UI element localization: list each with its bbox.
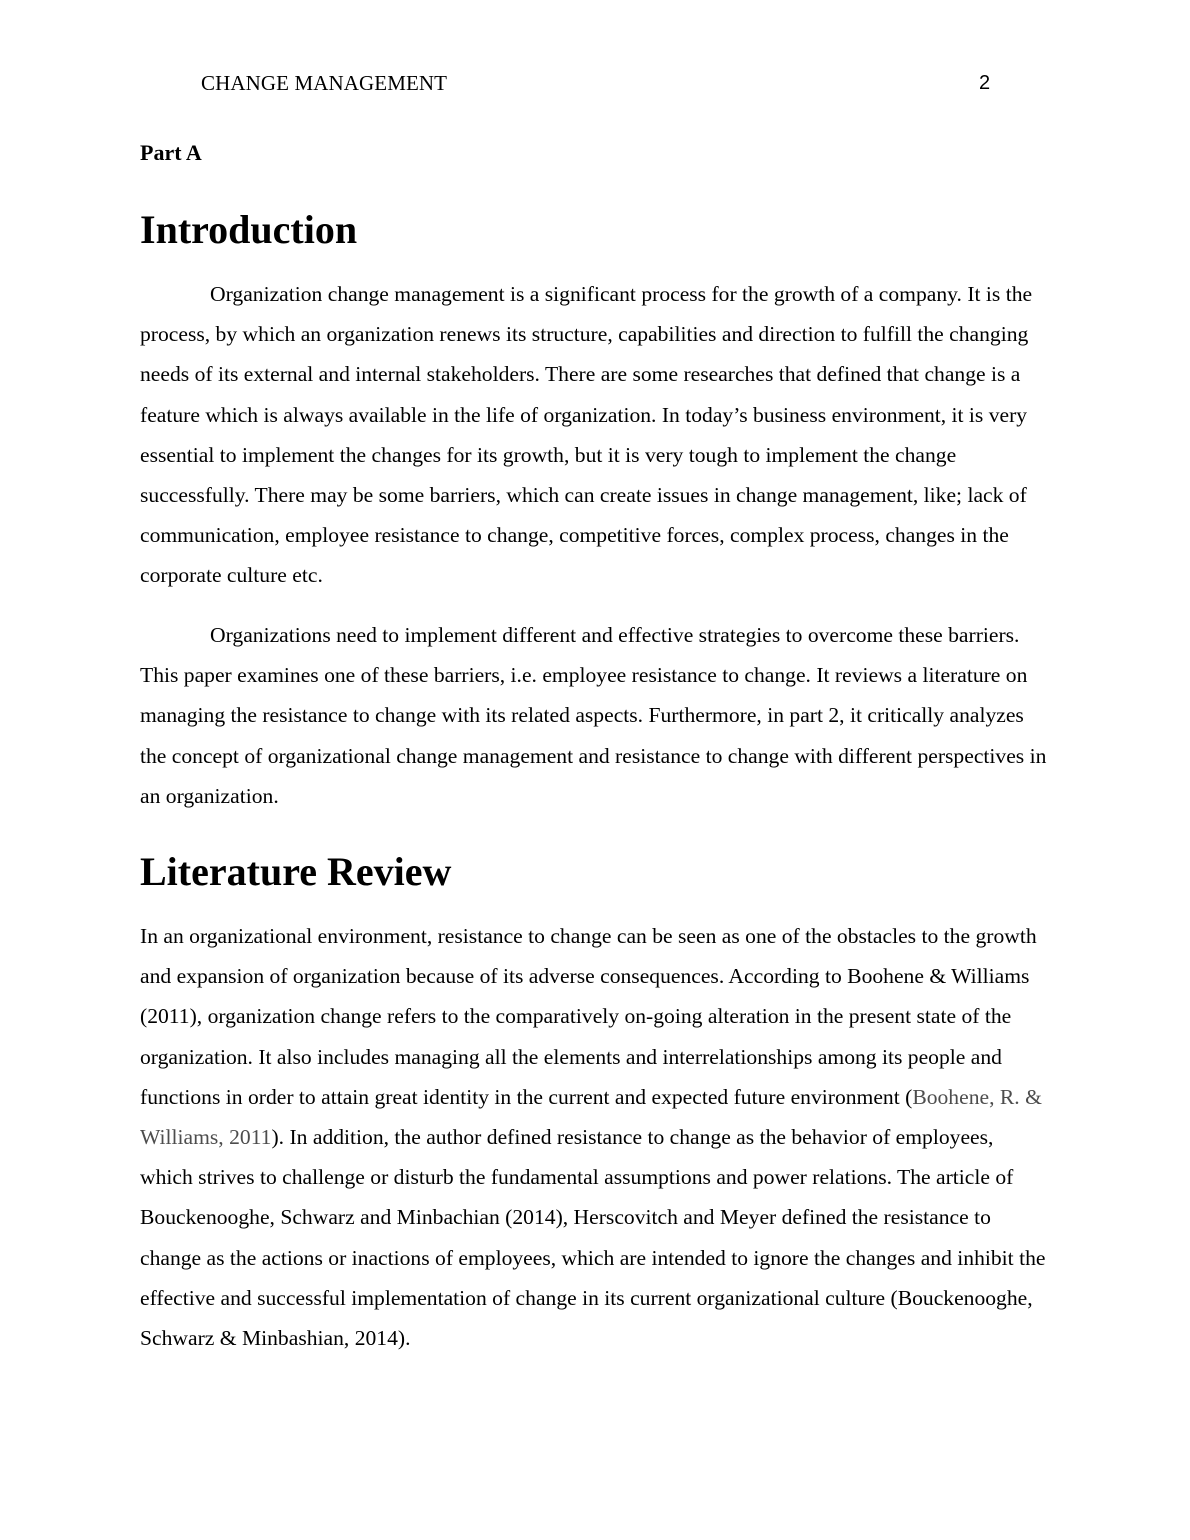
literature-review-paragraph-1 xyxy=(140,916,1050,1358)
part-label: Part A xyxy=(140,140,202,165)
citation-boohene-williams: Boohene, R. & Williams, 2011 xyxy=(140,1084,1042,1150)
lit-text-after-citation: ). In addition, the author defined resistance to change as the behavior of employees, which strives to challenge or disturb the fundamental assumptions and power relations. The article of Bouckenooghe, Schwarz and Minbachian (2014), Herscovitch and Meyer defined the resistance to change as the actions or inactions of employees, which are intended to ignore the changes and inhibit the effective and successful implementation of change in its current organizational culture (Bouckenooghe, Schwarz & Minbashian, 2014). xyxy=(140,1125,1046,1351)
page-number: 2 xyxy=(979,72,991,94)
introduction-paragraph-2: Organizations need to implement different and effective strategies to overcome these barriers. This paper examines one of these barriers, i.e. employee resistance to change. It reviews a literature on managing the resistance to change with its related aspects. Furthermore, in part 2, it critically analyzes the concept of organizational change management and resistance to change with different perspectives in an organization. xyxy=(140,623,1047,808)
lit-text-before-citation: In an organizational environment, resistance to change can be seen as one of the obstacles to the growth and expansion of organization because of its adverse consequences. According to Boohene & Williams (2011), organization change refers to the comparatively on-going alteration in the present state of the organization. It also includes managing all the elements and interrelationships among its people and functions in order to attain great identity in the current and expected future environment ( xyxy=(140,924,1037,1109)
running-head: CHANGE MANAGEMENT xyxy=(201,71,448,95)
literature-review-heading: Literature Review xyxy=(140,849,452,894)
introduction-paragraph-1: Organization change management is a significant process for the growth of a company. It is the process, by which an organization renews its structure, capabilities and direction to fulfill the changing needs of its external and internal stakeholders. There are some researches that defined that change is a feature which is always available in the life of organization. In today’s business environment, it is very essential to implement the changes for its growth, but it is very tough to implement the change successfully. There may be some barriers, which can create issues in change management, like; lack of communication, employee resistance to change, competitive forces, complex process, changes in the corporate culture etc. xyxy=(140,282,1033,588)
introduction-heading: Introduction xyxy=(140,207,358,252)
